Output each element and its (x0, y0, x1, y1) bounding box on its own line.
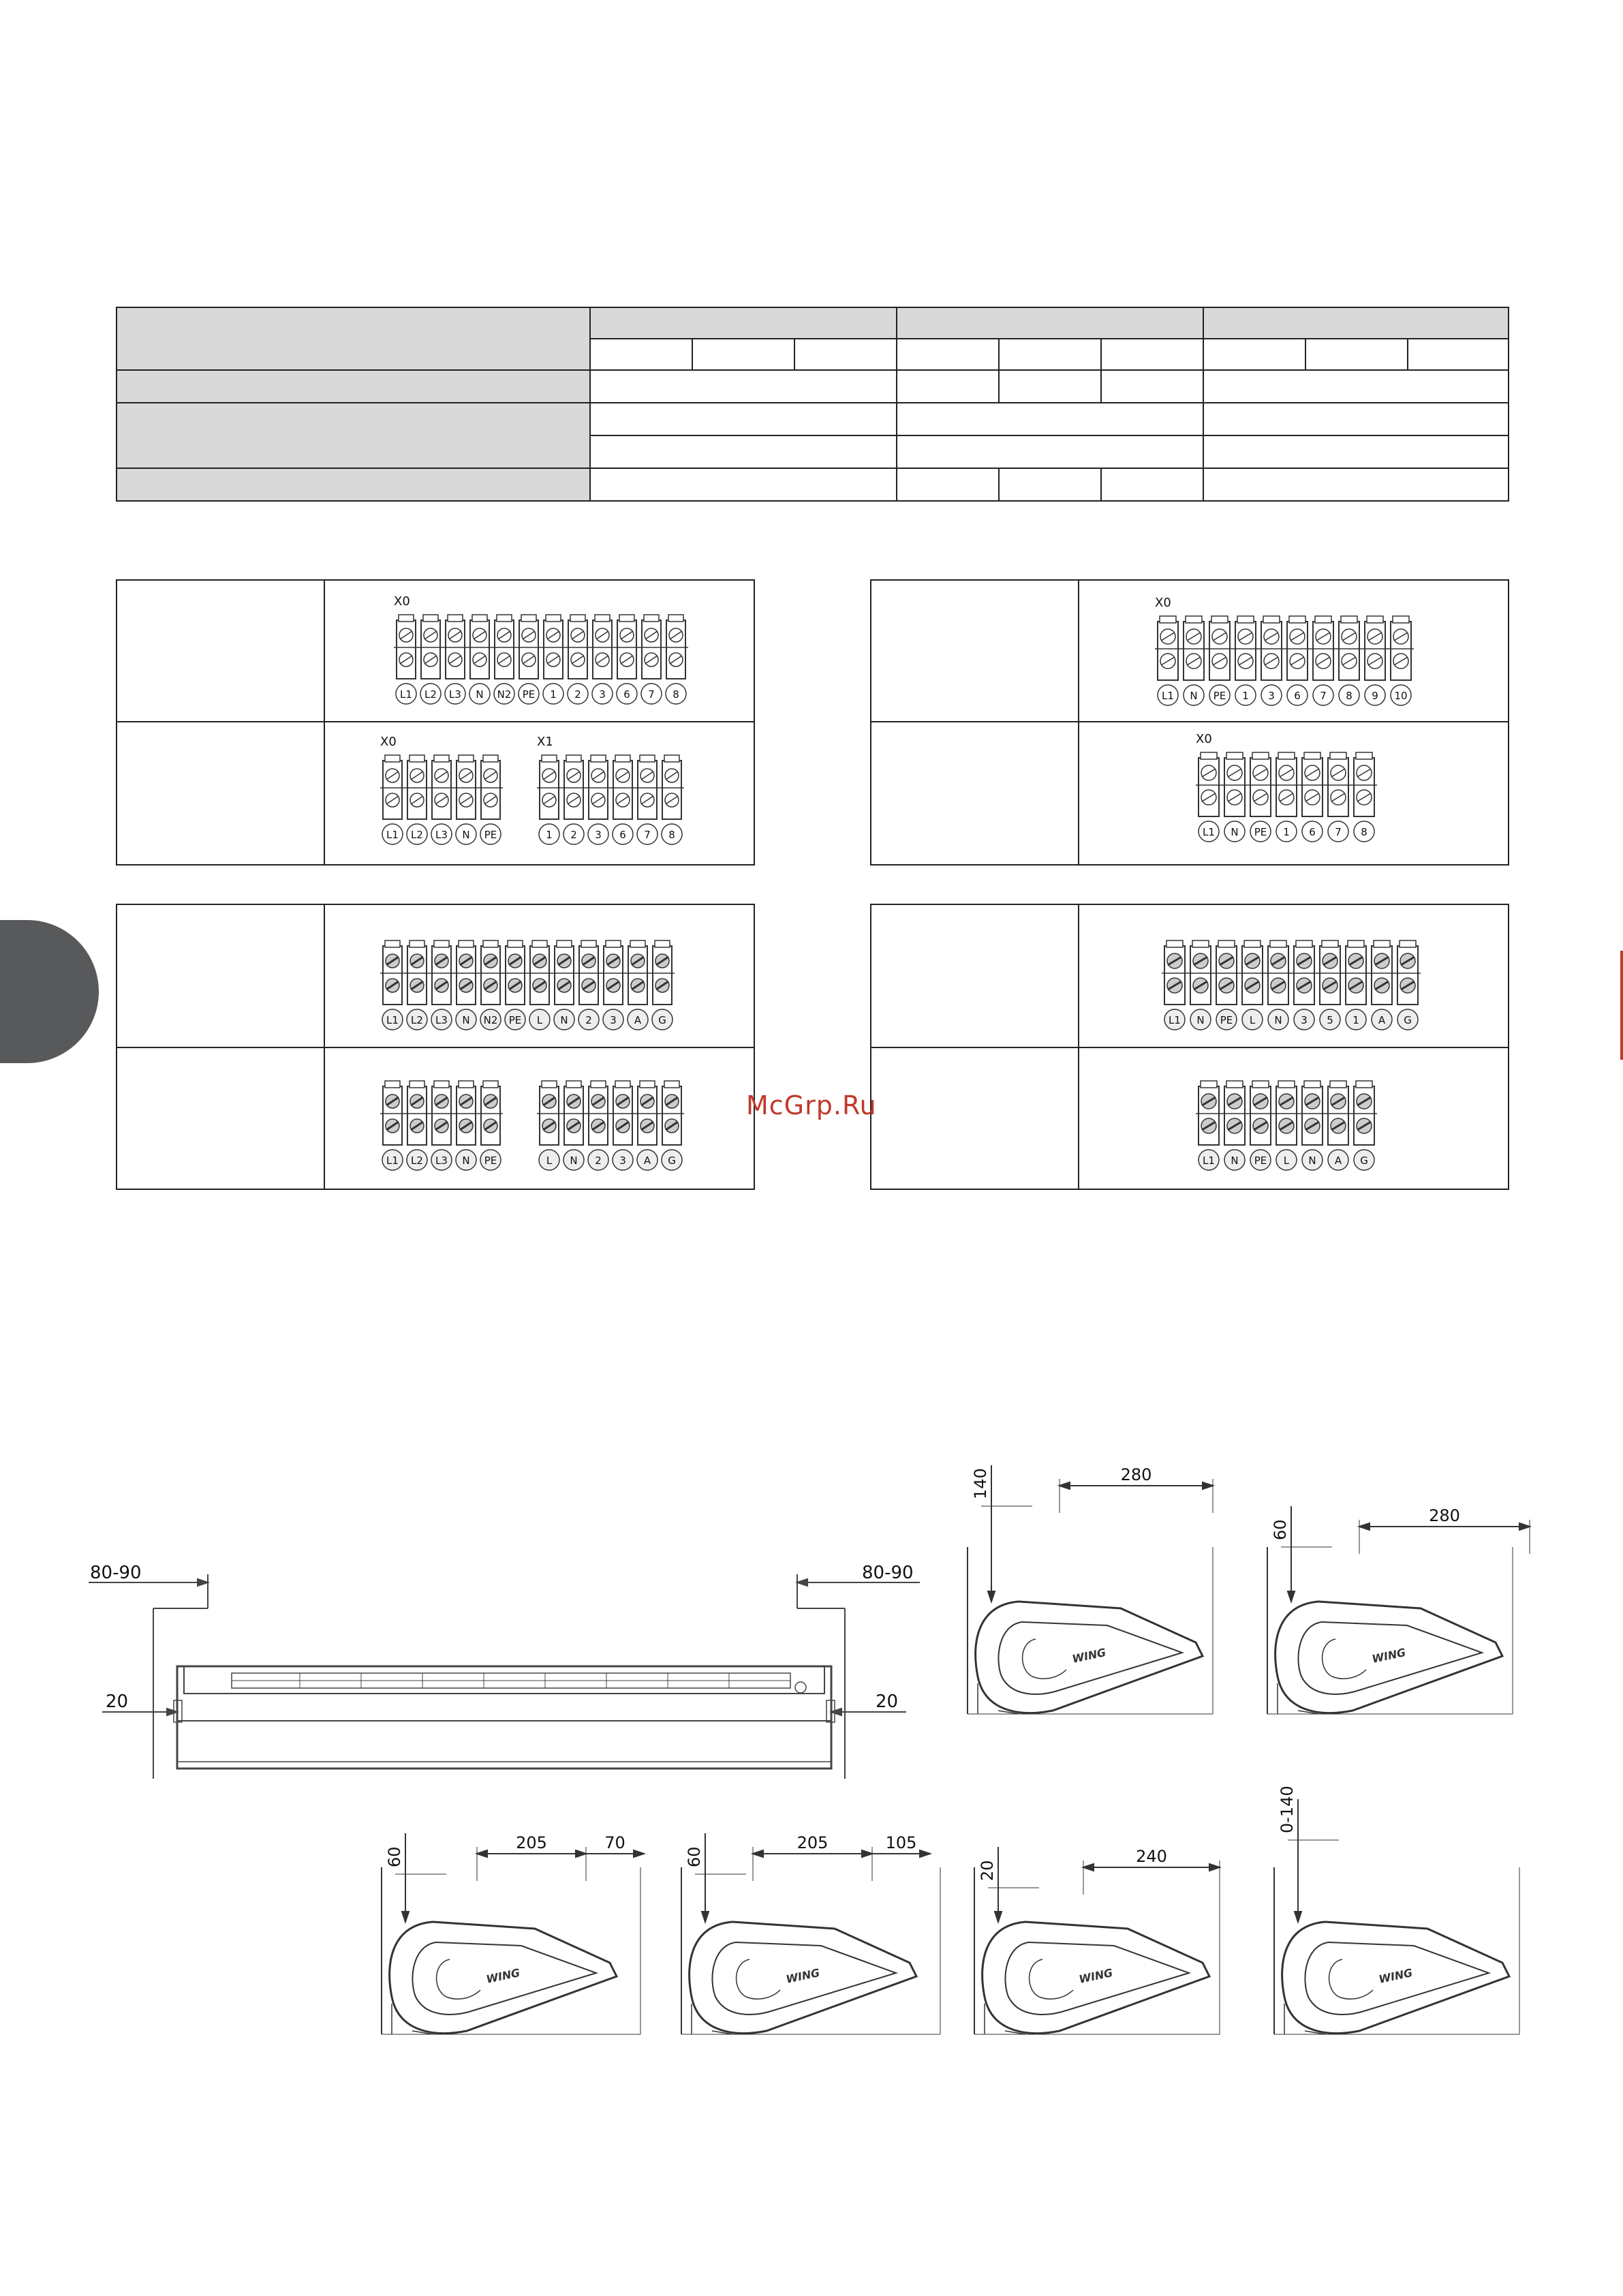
terminal-block (1268, 940, 1288, 1030)
terminal-strip-row1 (1158, 919, 1485, 1041)
terminal-block (628, 940, 648, 1030)
terminal-label: L1 (386, 1154, 399, 1167)
terminal-label: A (634, 1014, 642, 1026)
terminal-block (519, 615, 539, 704)
terminal-group (382, 755, 501, 844)
terminal-block (1224, 752, 1245, 842)
terminal-block (1346, 940, 1366, 1030)
terminal-label: L2 (411, 829, 423, 841)
extra-dimension: 70 (604, 1833, 625, 1852)
row-label-cell (117, 403, 590, 468)
side-view-b (1254, 1493, 1540, 1724)
terminal-block (420, 615, 441, 704)
terminal-block (592, 615, 613, 704)
terminal-label: N (570, 1154, 578, 1167)
terminal-block (431, 940, 452, 1030)
terminal-label: A (1334, 1154, 1342, 1167)
terminal-group (1199, 1081, 1374, 1170)
vertical-dimension: 20 (978, 1860, 997, 1881)
sub-header-cell (1203, 339, 1305, 370)
terminal-box-top-right (870, 579, 1509, 866)
terminal-label: L3 (435, 1154, 448, 1167)
terminal-block (539, 755, 559, 844)
terminal-group (1164, 940, 1418, 1030)
terminal-label: L (536, 1014, 543, 1026)
terminal-block (1328, 1081, 1348, 1170)
terminal-block (1216, 940, 1237, 1030)
terminal-block (382, 755, 403, 844)
terminal-label: L3 (449, 688, 461, 701)
terminal-label: PE (1213, 690, 1226, 702)
terminal-label: A (1378, 1014, 1386, 1026)
terminal-block (396, 615, 416, 704)
front-view-drawing (75, 1554, 933, 1792)
terminal-block (431, 755, 452, 844)
terminal-label: L2 (424, 688, 437, 701)
terminal-label: 5 (1327, 1014, 1333, 1026)
table-cell (897, 370, 999, 403)
terminal-block (1354, 1081, 1374, 1170)
terminal-label: G (1360, 1154, 1368, 1167)
terminal-strip-x0-row2 (1185, 731, 1457, 853)
terminal-block (407, 1081, 427, 1170)
header-group-1 (590, 307, 897, 339)
terminal-label: L (1249, 1014, 1256, 1026)
terminal-block (445, 615, 465, 704)
sub-header-cell (794, 339, 897, 370)
wing-logo: WING (1377, 1965, 1414, 1986)
terminal-label: 2 (585, 1014, 592, 1026)
front-left-side-dim: 20 (106, 1692, 129, 1712)
terminal-label: 10 (1394, 690, 1408, 702)
vertical-dimension: 60 (685, 1846, 704, 1867)
table-cell (897, 468, 999, 501)
side-view-a (954, 1452, 1240, 1724)
terminal-block (1372, 940, 1392, 1030)
terminal-strip-x0-x1-row2 (376, 732, 758, 855)
terminal-block (662, 1081, 682, 1170)
terminal-label: 2 (574, 688, 581, 701)
terminal-block (588, 1081, 608, 1170)
horizontal-dimension: 280 (1429, 1506, 1460, 1525)
terminal-group (396, 615, 686, 704)
terminal-label: N2 (497, 688, 512, 701)
terminal-block (637, 1081, 658, 1170)
terminal-block (554, 940, 574, 1030)
terminal-label: 3 (595, 829, 602, 841)
terminal-label: N (1231, 826, 1239, 838)
front-right-side-dim: 20 (876, 1692, 899, 1712)
terminal-block (1199, 1081, 1219, 1170)
terminal-label: 6 (1294, 690, 1301, 702)
terminal-block (543, 615, 563, 704)
terminal-block (1354, 752, 1374, 842)
terminal-group-label: X1 (537, 735, 553, 749)
terminal-label: N (1196, 1014, 1205, 1026)
extra-dimension: 105 (885, 1833, 917, 1852)
terminal-block (1287, 616, 1308, 705)
terminal-label: 6 (619, 829, 626, 841)
vertical-dimension: 140 (971, 1468, 990, 1499)
terminal-block (568, 615, 588, 704)
terminal-label: L2 (411, 1154, 423, 1167)
terminal-block (1242, 940, 1263, 1030)
table-cell (897, 403, 1203, 435)
terminal-block (1250, 752, 1271, 842)
terminal-block (1391, 616, 1411, 705)
terminal-label: L (1283, 1154, 1290, 1167)
terminal-strip-row2 (1185, 1059, 1457, 1182)
terminal-label: 3 (619, 1154, 626, 1167)
terminal-label: 1 (550, 688, 557, 701)
terminal-label: PE (508, 1014, 522, 1026)
section-side-tab (0, 920, 99, 1063)
terminal-box-top-left (116, 579, 755, 866)
terminal-block (480, 755, 501, 844)
horizontal-dimension: 205 (797, 1833, 829, 1852)
terminal-block (1397, 940, 1418, 1030)
terminal-label: N (560, 1014, 568, 1026)
terminal-label: N (1274, 1014, 1282, 1026)
terminal-label: L (546, 1154, 553, 1167)
terminal-block (480, 1081, 501, 1170)
terminal-block (578, 940, 599, 1030)
terminal-label: G (658, 1014, 666, 1026)
terminal-label: PE (1220, 1014, 1233, 1026)
terminal-strip-row1 (376, 919, 758, 1041)
terminal-label: 7 (644, 829, 651, 841)
terminal-label: 8 (1346, 690, 1352, 702)
terminal-block (662, 755, 682, 844)
watermark: McGrp.Ru (746, 1090, 877, 1120)
terminal-block (1190, 940, 1211, 1030)
terminal-group-label: X0 (394, 594, 410, 609)
terminal-block (494, 615, 514, 704)
terminal-label: N (462, 1014, 470, 1026)
terminal-label: G (1404, 1014, 1412, 1026)
terminal-label: L1 (400, 688, 412, 701)
table-cell (1203, 435, 1509, 468)
wing-logo: WING (1077, 1965, 1114, 1986)
terminal-block (1302, 1081, 1323, 1170)
terminal-label: 3 (599, 688, 606, 701)
front-left-gap-dim: 80-90 (90, 1563, 142, 1583)
terminal-block (456, 755, 476, 844)
terminal-label: N (1190, 690, 1198, 702)
terminal-label: PE (522, 688, 536, 701)
terminal-group (539, 755, 682, 844)
terminal-label: 8 (673, 688, 679, 701)
terminal-strip-x0-row1 (1144, 587, 1471, 717)
terminal-block (480, 940, 501, 1030)
terminal-label: PE (1254, 826, 1267, 838)
terminal-label: 6 (623, 688, 630, 701)
terminal-label: 3 (1301, 1014, 1308, 1026)
terminal-label: N (1231, 1154, 1239, 1167)
terminal-block (666, 615, 686, 704)
terminal-label: G (668, 1154, 676, 1167)
terminal-block (641, 615, 662, 704)
terminal-label: A (643, 1154, 651, 1167)
terminal-block (1164, 940, 1185, 1030)
terminal-block (1294, 940, 1314, 1030)
terminal-box-bottom-left (116, 904, 755, 1190)
table-cell (999, 370, 1101, 403)
horizontal-dimension: 240 (1136, 1847, 1167, 1866)
terminal-block (1261, 616, 1282, 705)
terminal-label: N (462, 829, 470, 841)
terminal-block (1250, 1081, 1271, 1170)
sub-header-cell (1305, 339, 1408, 370)
terminal-block (1158, 616, 1178, 705)
terminal-label: 1 (1242, 690, 1249, 702)
terminal-label: L2 (411, 1014, 423, 1026)
terminal-label: 7 (1335, 826, 1342, 838)
terminal-group (1199, 752, 1374, 842)
terminal-strip-x0-row1 (390, 594, 771, 717)
terminal-block (407, 940, 427, 1030)
terminal-block (1209, 616, 1230, 705)
terminal-block (1339, 616, 1359, 705)
side-view-f (1261, 1786, 1547, 2045)
terminal-label: N (462, 1154, 470, 1167)
table-cell (590, 370, 897, 403)
terminal-block (539, 1081, 559, 1170)
terminal-label: 3 (1268, 690, 1275, 702)
row-label-cell (117, 468, 590, 501)
terminal-block (382, 940, 403, 1030)
table-cell (590, 403, 897, 435)
terminal-block (613, 755, 633, 844)
terminal-label: 8 (668, 829, 675, 841)
table-cell (1101, 468, 1203, 501)
table-cell (1101, 370, 1203, 403)
terminal-label: L1 (1169, 1014, 1181, 1026)
terminal-block (1224, 1081, 1245, 1170)
terminal-block (456, 940, 476, 1030)
terminal-block (1235, 616, 1256, 705)
terminal-block (563, 755, 584, 844)
terminal-block (505, 940, 525, 1030)
terminal-label: 2 (595, 1154, 602, 1167)
terminal-group-label: X0 (1155, 596, 1171, 610)
terminal-block (1302, 752, 1323, 842)
front-right-gap-dim: 80-90 (862, 1563, 914, 1583)
terminal-label: L3 (435, 1014, 448, 1026)
terminal-label: PE (1254, 1154, 1267, 1167)
horizontal-dimension: 280 (1120, 1465, 1152, 1484)
horizontal-dimension: 205 (516, 1833, 547, 1852)
terminal-label: 1 (546, 829, 553, 841)
terminal-label: L1 (1203, 1154, 1215, 1167)
table-cell (897, 435, 1203, 468)
terminal-label: L1 (1162, 690, 1174, 702)
terminal-label: 1 (1352, 1014, 1359, 1026)
terminal-group (539, 1081, 682, 1170)
specification-table (116, 307, 1509, 502)
terminal-block (529, 940, 550, 1030)
terminal-block (431, 1081, 452, 1170)
sub-header-cell (692, 339, 794, 370)
terminal-label: 2 (570, 829, 577, 841)
table-cell (590, 435, 897, 468)
terminal-block (613, 1081, 633, 1170)
terminal-block (1276, 1081, 1297, 1170)
terminal-block (1320, 940, 1340, 1030)
sub-header-cell (1101, 339, 1203, 370)
terminal-label: 7 (648, 688, 655, 701)
vertical-dimension: 60 (1271, 1519, 1290, 1540)
terminal-block (1365, 616, 1385, 705)
page-edge-marker (1620, 951, 1623, 1060)
wing-logo: WING (484, 1965, 521, 1986)
terminal-block (456, 1081, 476, 1170)
terminal-label: 8 (1361, 826, 1367, 838)
terminal-block (617, 615, 637, 704)
terminal-label: 3 (610, 1014, 617, 1026)
side-view-c (368, 1820, 668, 2045)
terminal-strip-row2 (376, 1059, 758, 1182)
terminal-label: N (1308, 1154, 1316, 1167)
table-cell (1203, 370, 1509, 403)
table-cell (1203, 403, 1509, 435)
terminal-box-bottom-right (870, 904, 1509, 1190)
vertical-dimension: 0-140 (1278, 1786, 1297, 1833)
terminal-group (1158, 616, 1411, 705)
terminal-block (1184, 616, 1204, 705)
terminal-block (1328, 752, 1348, 842)
terminal-block (1313, 616, 1333, 705)
terminal-label: 9 (1372, 690, 1378, 702)
terminal-label: N2 (483, 1014, 498, 1026)
terminal-group (382, 1081, 501, 1170)
table-cell (1203, 468, 1509, 501)
wing-logo: WING (1070, 1645, 1107, 1666)
table-cell (999, 468, 1101, 501)
side-view-e (961, 1833, 1247, 2045)
terminal-group-label: X0 (380, 735, 397, 749)
header-cell (117, 307, 590, 370)
terminal-label: L1 (386, 1014, 399, 1026)
terminal-block (603, 940, 623, 1030)
row-label-cell (117, 370, 590, 403)
terminal-label: L1 (386, 829, 399, 841)
terminal-label: L1 (1203, 826, 1215, 838)
terminal-block (563, 1081, 584, 1170)
terminal-block (637, 755, 658, 844)
terminal-block (588, 755, 608, 844)
wing-logo: WING (1370, 1645, 1407, 1666)
header-group-3 (1203, 307, 1509, 339)
terminal-label: PE (484, 1154, 497, 1167)
terminal-block (469, 615, 490, 704)
terminal-group (382, 940, 673, 1030)
terminal-label: PE (484, 829, 497, 841)
sub-header-cell (590, 339, 692, 370)
terminal-block (1276, 752, 1297, 842)
wing-logo: WING (784, 1965, 821, 1986)
terminal-block (652, 940, 673, 1030)
terminal-block (1199, 752, 1219, 842)
terminal-block (407, 755, 427, 844)
header-group-2 (897, 307, 1203, 339)
terminal-label: L3 (435, 829, 448, 841)
table-cell (590, 468, 897, 501)
vertical-dimension: 60 (385, 1846, 404, 1867)
side-view-d (668, 1820, 968, 2045)
sub-header-cell (999, 339, 1101, 370)
terminal-label: 1 (1283, 826, 1290, 838)
terminal-block (382, 1081, 403, 1170)
terminal-label: 7 (1320, 690, 1327, 702)
sub-header-cell (1408, 339, 1509, 370)
terminal-group-label: X0 (1196, 732, 1212, 746)
sub-header-cell (897, 339, 999, 370)
terminal-label: 6 (1309, 826, 1316, 838)
terminal-label: N (476, 688, 484, 701)
